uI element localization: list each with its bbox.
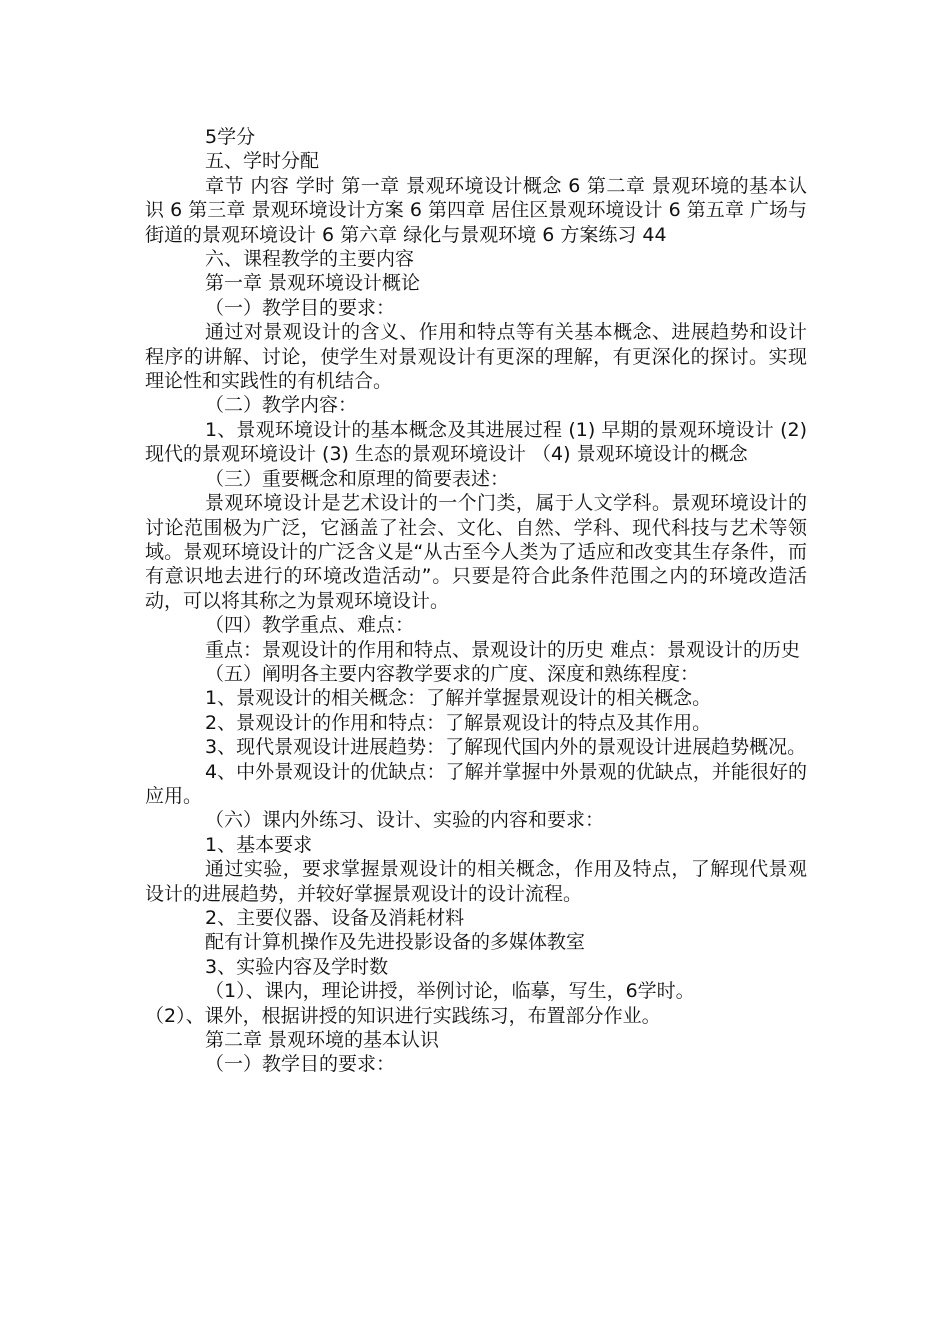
subheading-experiment-hours: 3、实验内容及学时数 bbox=[205, 955, 389, 978]
heading-hours-allocation: 五、学时分配 bbox=[205, 150, 320, 173]
paragraph-equipment: 配有计算机操作及先进投影设备的多媒体教室 bbox=[205, 931, 586, 954]
chapter-2-title: 第二章 景观环境的基本认识 bbox=[205, 1029, 440, 1052]
section-teaching-purpose: （一）教学目的要求： bbox=[205, 296, 396, 319]
paragraph-after-class: （2）、课外，根据讲授的知识进行实践练习，布置部分作业。 bbox=[145, 1004, 661, 1027]
subheading-basic-requirements: 1、基本要求 bbox=[205, 833, 313, 856]
list-item-2: 2、景观设计的作用和特点：了解景观设计的特点及其作用。 bbox=[205, 711, 712, 734]
paragraph-in-class: （1）、课内，理论讲授，举例讨论，临摹，写生，6学时。 bbox=[205, 980, 695, 1003]
section-requirements: （五）阐明各主要内容教学要求的广度、深度和熟练程度： bbox=[205, 662, 700, 685]
list-item-4: 4、中外景观设计的优缺点：了解并掌握中外景观的优缺点，并能很好的应用。 bbox=[145, 760, 807, 807]
subheading-equipment: 2、主要仪器、设备及消耗材料 bbox=[205, 907, 465, 929]
list-item-3: 3、现代景观设计进展趋势：了解现代国内外的景观设计进展趋势概况。 bbox=[205, 736, 807, 759]
paragraph-concepts: 景观环境设计是艺术设计的一个门类，属于人文学科。景观环境设计的讨论范围极为广泛，它涵盖了社会、文化、自然、学科、现代科技与艺术等领域。景观环境设计的广泛含义是“从古至今人类为了适应和改变其生存条件，而有意识地去进行的环境改造活动”。只要是符合此条件范围之内的环境改造活动，可以将其称之为景观环境设计。 bbox=[145, 492, 807, 612]
paragraph-purpose: 通过对景观设计的含义、作用和特点等有关基本概念、进展趋势和设计程序的讲解、讨论，使学生对景观设计有更深的理解，有更深化的探讨。实现理论性和实践性的有机结合。 bbox=[145, 321, 807, 393]
section-key-points: （四）教学重点、难点： bbox=[205, 614, 415, 637]
paragraph-hours-table: 章节 内容 学时 第一章 景观环境设计概念 6 第二章 景观环境的基本认识 6 第三章 景观环境设计方案 6 第四章 居住区景观环境设计 6 第五章 广场与街道的景观环境设计 6 第六章 绿化与景观环境 6 方案练习 44 bbox=[145, 174, 807, 246]
section-teaching-purpose-2: （一）教学目的要求： bbox=[205, 1053, 396, 1076]
section-concepts: （三）重要概念和原理的简要表述： bbox=[205, 467, 510, 490]
list-item-1: 1、景观设计的相关概念：了解并掌握景观设计的相关概念。 bbox=[205, 687, 712, 710]
section-exercises: （六）课内外练习、设计、实验的内容和要求： bbox=[205, 809, 605, 832]
chapter-1-title: 第一章 景观环境设计概论 bbox=[205, 272, 421, 295]
section-teaching-content: （二）教学内容： bbox=[205, 394, 358, 417]
paragraph-content: 1、景观环境设计的基本概念及其进展过程 (1) 早期的景观环境设计 (2) 现代的景观环境设计 (3) 生态的景观环境设计 （4) 景观环境设计的概念 bbox=[145, 418, 807, 466]
paragraph-credits: 5学分 bbox=[205, 126, 256, 148]
document-body bbox=[145, 125, 807, 1077]
heading-main-content: 六、课程教学的主要内容 bbox=[205, 248, 415, 271]
paragraph-key-points: 重点：景观设计的作用和特点、景观设计的历史 难点：景观设计的历史 bbox=[205, 638, 801, 661]
paragraph-basic-requirements: 通过实验，要求掌握景观设计的相关概念，作用及特点，了解现代景观设计的进展趋势，并较好掌握景观设计的设计流程。 bbox=[145, 858, 807, 905]
